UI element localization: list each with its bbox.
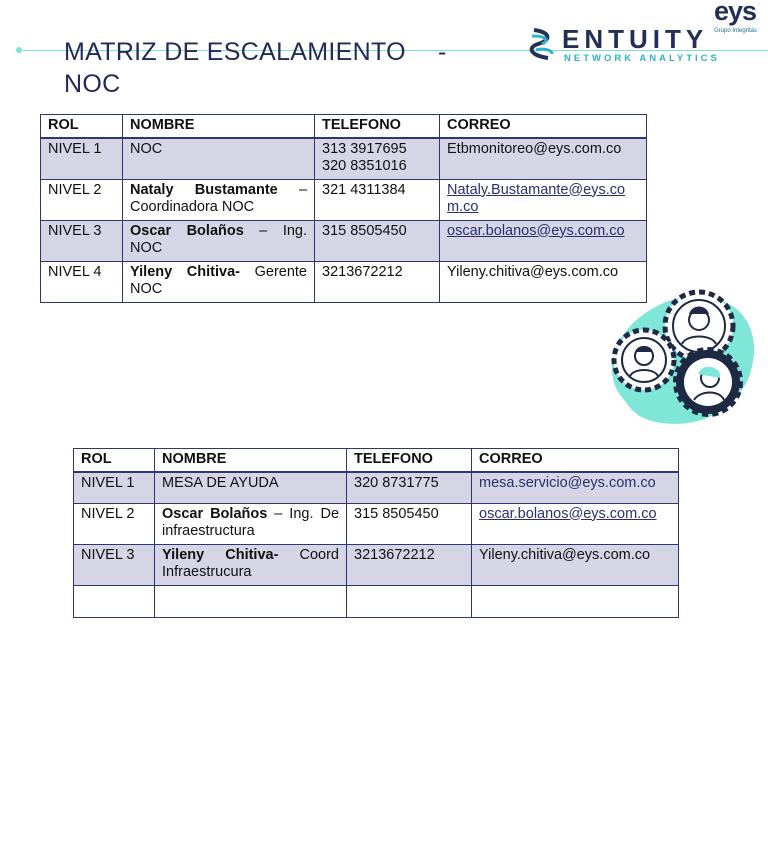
table-row — [74, 472, 679, 503]
header-rol: ROL — [74, 449, 155, 473]
cell-rol: NIVEL 4 — [41, 261, 123, 302]
header-telefono: TELEFONO — [347, 449, 472, 473]
header-rol: ROL — [41, 115, 123, 139]
eys-logo — [710, 0, 768, 36]
cell-rol: NIVEL 2 — [74, 503, 155, 544]
cell-telefono: 3213672212 — [347, 544, 472, 585]
table-row — [41, 261, 647, 302]
cell-correo — [440, 220, 647, 261]
cell-nombre-bold: Nataly Bustamante — [130, 181, 278, 198]
entuity-logo — [528, 22, 718, 66]
cell-nombre-rest: NOC — [130, 141, 163, 157]
entuity-logo-mark-icon — [528, 26, 558, 62]
cell-nombre-rest: MESA DE AYUDA — [162, 475, 279, 491]
page-title — [64, 36, 484, 100]
table-header-row — [41, 115, 647, 139]
header-correo: CORREO — [440, 115, 647, 139]
cell-telefono: 315 8505450 — [347, 503, 472, 544]
cell-nombre — [155, 472, 347, 503]
page-title-dash: - — [438, 38, 447, 66]
gears-people-illustration-icon — [606, 282, 756, 428]
table-row — [41, 220, 647, 261]
cell-correo — [472, 585, 679, 617]
cell-correo — [472, 472, 679, 503]
cell-nombre-bold: Yileny Chitiva- — [130, 263, 240, 280]
cell-nombre-rest: Gerente NOC — [130, 263, 307, 297]
cell-nombre-rest: Coord Infraestrucura — [162, 546, 339, 580]
cell-nombre — [123, 179, 315, 220]
email-link[interactable]: Nataly.Bustamante@eys.com.co — [447, 181, 626, 215]
email-link[interactable]: oscar.bolanos@eys.com.co — [447, 222, 625, 239]
entuity-logo-text: ENTUITY — [562, 24, 709, 54]
cell-rol: NIVEL 3 — [74, 544, 155, 585]
cell-correo: Yileny.chitiva@eys.com.co — [440, 261, 647, 302]
cell-nombre-rest: – Ing. NOC — [130, 222, 307, 256]
cell-telefono: 321 4311384 — [315, 179, 440, 220]
eys-logo-text: eys — [714, 0, 757, 26]
cell-nombre-bold: Yileny Chitiva- — [162, 546, 279, 563]
table-row — [74, 544, 679, 585]
cell-correo — [472, 503, 679, 544]
phone-primary: 313 3917695 — [322, 141, 407, 157]
cell-nombre — [123, 220, 315, 261]
cell-nombre — [123, 261, 315, 302]
phone-secondary: 320 8351016 — [322, 158, 407, 174]
noc-escalation-table — [40, 114, 647, 303]
cell-telefono: 3213672212 — [315, 261, 440, 302]
cell-rol: NIVEL 1 — [41, 138, 123, 179]
cell-telefono — [315, 138, 440, 179]
eys-logo-subtitle: Grupo Integritás — [714, 28, 758, 34]
cell-nombre — [155, 544, 347, 585]
cell-telefono: 315 8505450 — [315, 220, 440, 261]
cell-correo: Etbmonitoreo@eys.com.co — [440, 138, 647, 179]
page-title-line2: NOC — [64, 70, 121, 98]
cell-nombre-bold: Oscar Bolaños — [130, 222, 244, 239]
email-link[interactable]: oscar.bolanos@eys.com.co — [479, 505, 657, 522]
table-header-row — [74, 449, 679, 473]
page-title-line1: MATRIZ DE ESCALAMIENTO — [64, 38, 406, 66]
header-divider-dot — [16, 47, 22, 53]
cell-nombre — [123, 138, 315, 179]
cell-rol — [74, 585, 155, 617]
cell-rol: NIVEL 2 — [41, 179, 123, 220]
cell-nombre — [155, 585, 347, 617]
cell-telefono: 320 8731775 — [347, 472, 472, 503]
cell-nombre — [155, 503, 347, 544]
email-text: mesa.servicio@eys.com.co — [479, 475, 656, 491]
header-correo: CORREO — [472, 449, 679, 473]
table-row — [41, 138, 647, 179]
entuity-logo-subtitle: NETWORK ANALYTICS — [564, 53, 720, 64]
table-row — [41, 179, 647, 220]
cell-correo: Yileny.chitiva@eys.com.co — [472, 544, 679, 585]
header-telefono: TELEFONO — [315, 115, 440, 139]
mesa-ayuda-escalation-table — [73, 448, 679, 618]
table-row-empty — [74, 585, 679, 617]
cell-nombre-rest: – Ing. De infraestructura — [162, 505, 340, 539]
cell-rol: NIVEL 3 — [41, 220, 123, 261]
header-nombre: NOMBRE — [123, 115, 315, 139]
cell-nombre-rest: – Coordinadora NOC — [130, 181, 308, 215]
cell-telefono — [347, 585, 472, 617]
cell-rol: NIVEL 1 — [74, 472, 155, 503]
cell-nombre-bold: Oscar Bolaños — [162, 505, 268, 522]
cell-correo — [440, 179, 647, 220]
table-row — [74, 503, 679, 544]
header-nombre: NOMBRE — [155, 449, 347, 473]
